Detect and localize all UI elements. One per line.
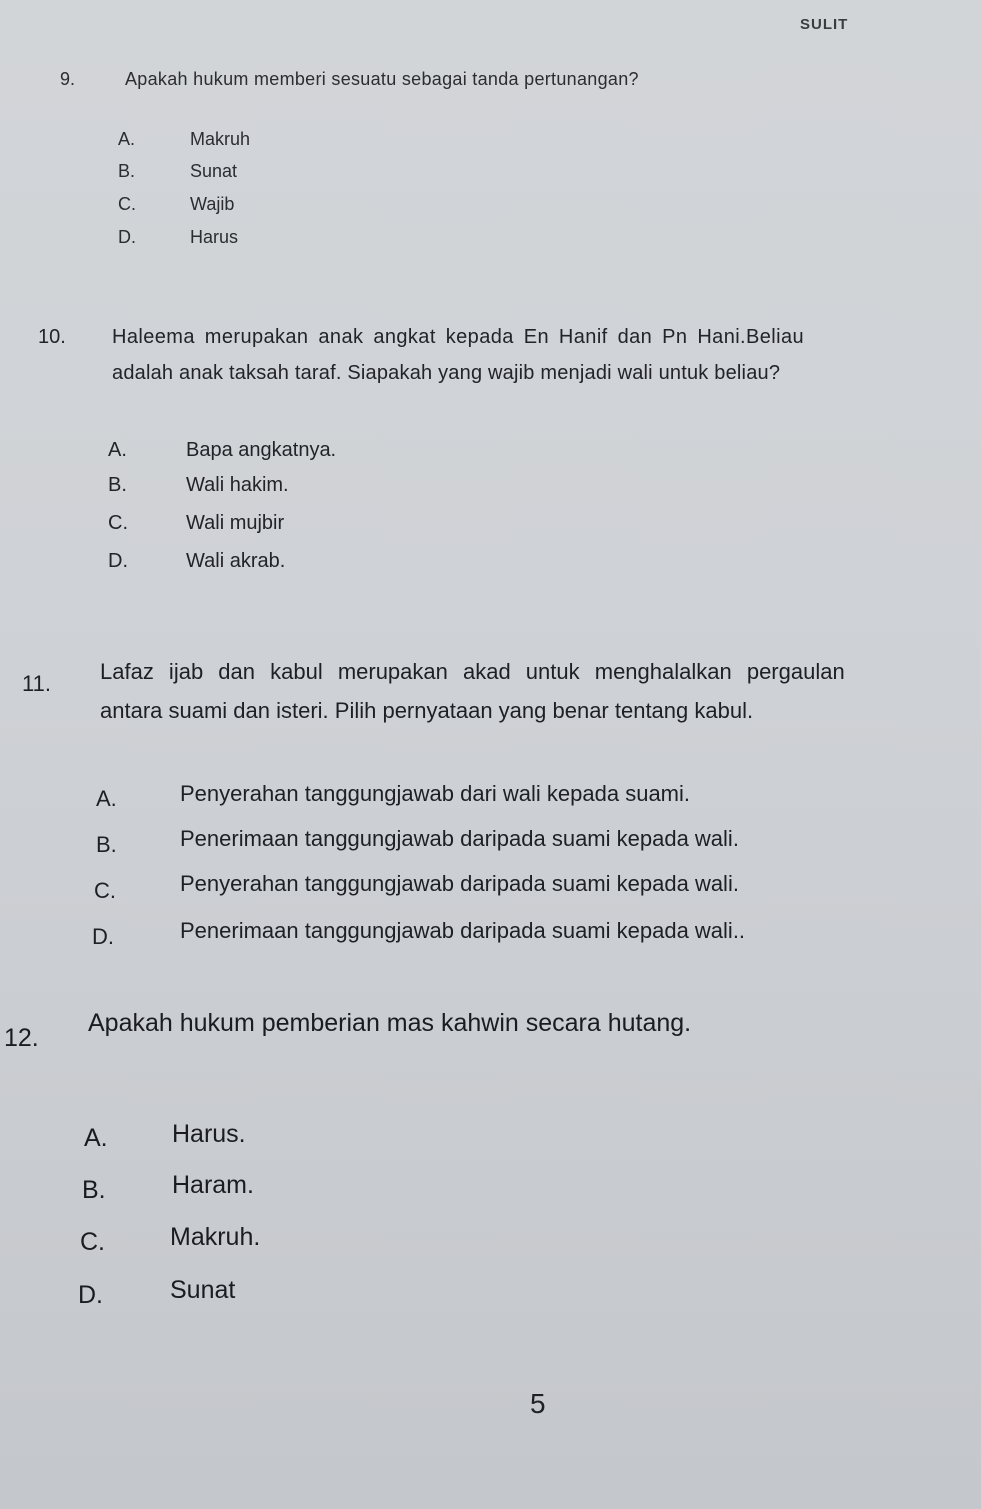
option-letter: B. [96,832,117,857]
question-number: 12. [4,1024,39,1052]
option-text: Makruh. [170,1223,261,1251]
question-number: 10. [38,326,66,348]
option-letter: D. [92,924,114,949]
option-text: Penyerahan tanggungjawab daripada suami kepada wali. [180,871,739,896]
option-letter: C. [118,194,136,214]
option-text: Harus [190,227,239,247]
option-text: Haram. [172,1171,254,1199]
option-text: Wajib [190,194,235,214]
header-mark: SULIT [800,16,849,33]
option-text: Wali akrab. [186,550,286,572]
option-letter: A. [84,1124,108,1152]
question-text: Apakah hukum memberi sesuatu sebagai tanda pertunangan? [125,69,639,89]
option-letter: A. [108,439,127,461]
option-text: Penyerahan tanggungjawab dari wali kepada suami. [180,781,691,806]
option-letter: B. [108,474,127,496]
option-letter: D. [78,1281,103,1309]
option-letter: B. [118,161,136,181]
question-text-line-2: antara suami dan isteri. Pilih pernyataan yang benar tentang kabul. [100,698,754,723]
question-text-line-1: Lafaz ijab dan kabul merupakan akad untuk menghalalkan pergaulan [100,659,845,684]
option-text: Sunat [190,161,238,181]
option-letter: D. [108,550,128,572]
option-text: Sunat [170,1276,236,1304]
option-letter: D. [118,227,136,247]
question-number: 11. [22,671,51,696]
option-letter: B. [82,1176,106,1204]
option-letter: C. [80,1228,105,1256]
option-text: Wali hakim. [186,474,289,496]
option-text: Harus. [172,1120,246,1148]
option-text: Penerimaan tanggungjawab daripada suami kepada wali. [180,826,739,851]
question-text-line-1: Haleema merupakan anak angkat kepada En Hanif dan Pn Hani.Beliau [112,326,805,348]
question-text-line-2: adalah anak taksah taraf. Siapakah yang wajib menjadi wali untuk beliau? [112,362,781,384]
option-text: Makruh [190,129,251,149]
question-text: Apakah hukum pemberian mas kahwin secara hutang. [88,1009,692,1037]
page-number: 5 [530,1388,546,1419]
option-letter: C. [108,512,128,534]
option-text: Penerimaan tanggungjawab daripada suami kepada wali.. [180,918,746,943]
option-letter: C. [94,878,116,903]
question-number: 9. [60,69,76,89]
option-text: Bapa angkatnya. [186,439,337,461]
option-letter: A. [96,786,117,811]
option-text: Wali mujbir [186,512,285,534]
option-letter: A. [118,129,136,149]
